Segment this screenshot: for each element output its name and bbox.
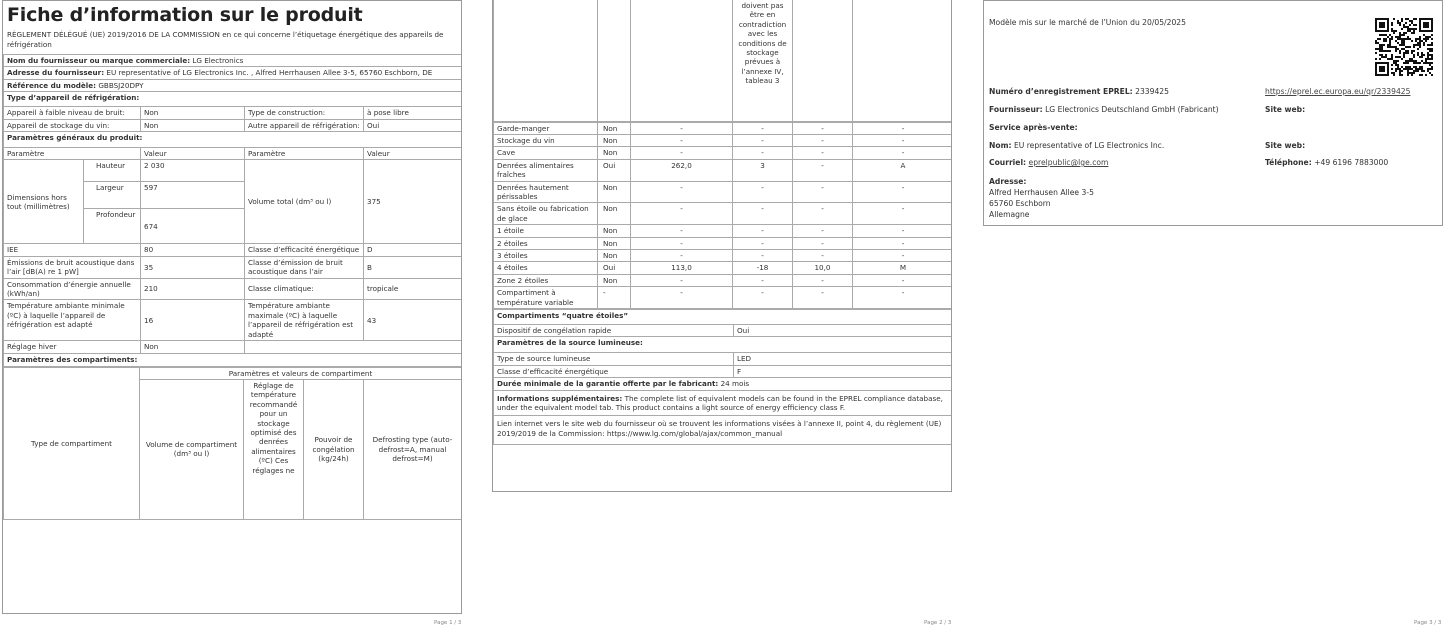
name-label: Nom: (989, 141, 1012, 150)
table-row (494, 159, 953, 181)
warranty-cell (494, 378, 953, 390)
light-class-label: Classe d’efficacité énergétique (494, 365, 734, 377)
table-row (4, 244, 462, 256)
address-line: Alfred Herrhausen Allee 3-5 (989, 188, 1094, 197)
compartment-name: Cave (494, 147, 598, 159)
width-value: 597 (141, 182, 245, 209)
table-row (494, 262, 953, 274)
compartment-present: Non (598, 237, 631, 249)
qr-code-icon (1375, 18, 1433, 76)
table-row (494, 378, 953, 390)
page-1 (2, 0, 462, 614)
warranty-value: 24 mois (720, 379, 750, 389)
table-row (4, 79, 462, 91)
table-row (4, 148, 462, 160)
compartment-defrost: M (853, 262, 953, 274)
supplier-row (989, 105, 1219, 114)
table-row (494, 416, 953, 445)
width-label: Largeur (84, 182, 141, 209)
supplier-address-cell (4, 67, 462, 79)
blank-cell (631, 0, 733, 121)
phone-row (1265, 158, 1388, 167)
blank-cell (494, 0, 598, 121)
table-row (4, 55, 462, 67)
table-row (494, 274, 953, 286)
iee-label: IEE (4, 244, 141, 256)
general-header: Paramètres généraux du produit: (4, 132, 462, 148)
manual-link[interactable]: https://www.lg.com/global/ajax/common_manual (606, 428, 783, 438)
supplier-label: Fournisseur: (989, 105, 1043, 114)
compartment-temp: - (733, 287, 793, 309)
table-row (494, 310, 953, 325)
compartment-name: Denrées alimentaires fraîches (494, 159, 598, 181)
compartment-rows-table (493, 122, 952, 310)
compartment-temp: - (733, 134, 793, 146)
energy-class-label: Classe d’efficacité énergétique (245, 244, 364, 256)
page-3 (983, 0, 1443, 226)
compartment-present: Non (598, 181, 631, 203)
address-line: 65760 Eschborn (989, 199, 1051, 208)
table-row (4, 256, 462, 278)
compartment-freeze: 10,0 (793, 262, 853, 274)
extra-table (493, 309, 952, 445)
climate-label: Classe climatique: (245, 278, 364, 300)
page-2 (492, 0, 952, 492)
compartment-defrost: - (853, 203, 953, 225)
compartment-defrost: - (853, 274, 953, 286)
email-link[interactable]: eprelpublic@lge.com (1028, 158, 1109, 167)
name-row (989, 141, 1164, 150)
website-label: Site web: (1265, 105, 1306, 114)
noise-label: Émissions de bruit acoustique dans l’air [dB(A) re 1 pW] (4, 256, 141, 278)
address-line: Allemagne (989, 210, 1030, 219)
supplier-address: EU representative of LG Electronics Inc. , Alfred Herrhausen Allee 3-5, 65760 Eschborn, DE (106, 68, 433, 78)
compartment-present: Non (598, 147, 631, 159)
regulation-text: RÈGLEMENT DÉLÉGUÉ (UE) 2019/2016 DE LA COMMISSION en ce qui concerne l’étiquetage énergétique des appareils de réfrigération (7, 30, 444, 49)
compartment-name: Garde-manger (494, 122, 598, 134)
email-label: Courriel: (989, 158, 1027, 167)
compartment-freeze: - (793, 181, 853, 203)
table-row (4, 132, 462, 148)
model-label: Référence du modèle: (7, 80, 97, 90)
compartment-volume: - (631, 249, 733, 261)
table-row (4, 367, 462, 379)
table-row (494, 134, 953, 146)
compartment-temp: - (733, 274, 793, 286)
compartment-name: Stockage du vin (494, 134, 598, 146)
climate-value: tropicale (364, 278, 462, 300)
temp-continued: doivent pas être en contradiction avec les conditions de stockage prévues à l’annexe IV, tableau 3 (733, 0, 793, 121)
table-row (494, 0, 953, 121)
compartment-volume: 113,0 (631, 262, 733, 274)
fast-freeze-label: Dispositif de congélation rapide (494, 325, 734, 337)
compartment-name: 4 étoiles (494, 262, 598, 274)
compartment-defrost: - (853, 147, 953, 159)
type-header: Type d’appareil de réfrigération: (4, 92, 462, 107)
compartments-header: Paramètres des compartiments: (4, 353, 462, 366)
table-row (494, 365, 953, 377)
min-temp-label: Température ambiante minimale (ºC) à laquelle l’appareil de réfrigération est adapté (4, 300, 141, 341)
compartment-temp: - (733, 122, 793, 134)
compartment-present: Non (598, 249, 631, 261)
wine-label: Appareil de stockage du vin: (4, 119, 141, 131)
compartment-name: Denrées hautement périssables (494, 181, 598, 203)
compartment-present: Oui (598, 262, 631, 274)
compartment-volume: - (631, 203, 733, 225)
blank-cell (793, 0, 853, 121)
compartment-present: Non (598, 134, 631, 146)
compartment-temp: -18 (733, 262, 793, 274)
compartment-volume: - (631, 287, 733, 309)
model-cell (4, 79, 462, 91)
table-row (494, 287, 953, 309)
model-reference: GBBSJ20DPY (98, 80, 144, 90)
compartment-temp: - (733, 203, 793, 225)
fast-freeze-value: Oui (734, 325, 953, 337)
blank-cell (598, 0, 631, 121)
supplier-value: LG Electronics Deutschland GmbH (Fabricant) (1045, 105, 1219, 114)
light-type-label: Type de source lumineuse (494, 353, 734, 365)
height-label: Hauteur (84, 160, 141, 182)
compartment-name: Compartiment à température variable (494, 287, 598, 309)
table-row (494, 325, 953, 337)
compartment-volume: - (631, 181, 733, 203)
phone-label: Téléphone: (1265, 158, 1312, 167)
compartment-temp: - (733, 237, 793, 249)
compartment-volume: - (631, 237, 733, 249)
table-row (4, 278, 462, 300)
compartment-present: Non (598, 122, 631, 134)
info-text: The complete list of equivalent models can be found in the EPREL compliance database, under the equivalent model tab. This product contains a light source of energy efficiency class F. (497, 393, 943, 413)
table-row (4, 160, 462, 182)
compartment-defrost: - (853, 237, 953, 249)
info-label: Informations supplémentaires: (497, 393, 623, 403)
compartment-defrost: A (853, 159, 953, 181)
blank-cell (245, 341, 462, 353)
website2-label: Site web: (1265, 141, 1306, 150)
consumption-value: 210 (141, 278, 245, 300)
supplier-address-label: Adresse du fournisseur: (7, 68, 105, 78)
col-value-2: Valeur (364, 148, 462, 160)
compartment-defrost: - (853, 134, 953, 146)
light-type-value: LED (734, 353, 953, 365)
compartment-freeze: - (793, 225, 853, 237)
compartment-name: 2 étoiles (494, 237, 598, 249)
eprel-link[interactable]: https://eprel.ec.europa.eu/qr/2339425 (1265, 87, 1411, 96)
compartment-present: Non (598, 203, 631, 225)
comp-defrost-label: Defrosting type (auto-defrost=A, manual defrost=M) (364, 379, 462, 519)
compartment-freeze: - (793, 203, 853, 225)
table-row (4, 341, 462, 353)
col-param: Paramètre (4, 148, 141, 160)
comp-freeze-label: Pouvoir de congélation (kg/24h) (304, 379, 364, 519)
wine-value: Non (141, 119, 245, 131)
noise-class-value: B (364, 256, 462, 278)
compartment-temp: - (733, 249, 793, 261)
compartment-freeze: - (793, 274, 853, 286)
compartment-defrost: - (853, 225, 953, 237)
compartment-volume: - (631, 122, 733, 134)
email-row (989, 158, 1108, 167)
construction-value: à pose libre (364, 107, 462, 119)
compartment-name: 1 étoile (494, 225, 598, 237)
page-footer-1: Page 1 / 3 (434, 620, 462, 626)
link-cell (494, 416, 953, 445)
compartment-volume: - (631, 147, 733, 159)
iee-value: 80 (141, 244, 245, 256)
link-text: Lien internet vers le site web du fournisseur où se trouvent les informations visées à l’annexe II, point 4, du règlement (UE) 2019/2019 de la Commission: (497, 419, 942, 438)
compartment-volume: - (631, 225, 733, 237)
compartment-temp: 3 (733, 159, 793, 181)
compartment-header-table (3, 367, 462, 520)
address-label: Adresse: (989, 177, 1027, 186)
compartment-name: Sans étoile ou fabrication de glace (494, 203, 598, 225)
compartment-table (493, 0, 952, 122)
compartment-name: Zone 2 étoiles (494, 274, 598, 286)
noise-value: 35 (141, 256, 245, 278)
supplier-name: LG Electronics (192, 56, 244, 65)
volume-label: Volume total (dm³ ou l) (245, 160, 364, 244)
comp-volume-label: Volume de compartiment (dm³ ou l) (140, 379, 244, 519)
compartment-freeze: - (793, 237, 853, 249)
compartment-present: - (598, 287, 631, 309)
construction-label: Type de construction: (245, 107, 364, 119)
table-row (4, 92, 462, 107)
compartment-name: 3 étoiles (494, 249, 598, 261)
table-row (4, 353, 462, 366)
comp-params-header: Paramètres et valeurs de compartiment (140, 367, 462, 379)
winter-label: Réglage hiver (4, 341, 141, 353)
compartment-defrost: - (853, 287, 953, 309)
compartment-volume: 262,0 (631, 159, 733, 181)
eprel-row (989, 87, 1169, 96)
table-row (494, 337, 953, 353)
light-header: Paramètres de la source lumineuse: (494, 337, 953, 353)
four-star-header: Compartiments “quatre étoiles” (494, 310, 953, 325)
compartment-freeze: - (793, 249, 853, 261)
consumption-label: Consommation d’énergie annuelle (kWh/an) (4, 278, 141, 300)
table-row (4, 67, 462, 79)
supplier-name-cell (4, 55, 462, 67)
low-noise-value: Non (141, 107, 245, 119)
max-temp-value: 43 (364, 300, 462, 341)
comp-type-label: Type de compartiment (4, 367, 140, 519)
col-param-2: Paramètre (245, 148, 364, 160)
eprel-label: Numéro d’enregistrement EPREL: (989, 87, 1133, 96)
compartment-defrost: - (853, 181, 953, 203)
max-temp-label: Température ambiante maximale (ºC) à laquelle l’appareil de réfrigération est adapté (245, 300, 364, 341)
table-row (494, 147, 953, 159)
phone-value: +49 6196 7883000 (1314, 158, 1389, 167)
compartment-temp: - (733, 225, 793, 237)
supplier-name-label: Nom du fournisseur ou marque commerciale: (7, 56, 191, 65)
compartment-present: Oui (598, 159, 631, 181)
page-footer-3: Page 3 / 3 (1414, 620, 1442, 626)
name-value: EU representative of LG Electronics Inc. (1013, 141, 1165, 150)
low-noise-label: Appareil à faible niveau de bruit: (4, 107, 141, 119)
market-date: Modèle mis sur le marché de l’Union du 20/05/2025 (989, 18, 1186, 27)
table-row (494, 390, 953, 416)
page-footer-2: Page 2 / 3 (924, 620, 952, 626)
table-row (4, 107, 462, 119)
table-row (4, 300, 462, 341)
compartment-present: Non (598, 274, 631, 286)
table-row (494, 225, 953, 237)
compartment-volume: - (631, 274, 733, 286)
compartment-defrost: - (853, 122, 953, 134)
table-row (494, 122, 953, 134)
blank-cell (853, 0, 953, 121)
min-temp-value: 16 (141, 300, 245, 341)
warranty-label: Durée minimale de la garantie offerte par le fabricant: (497, 379, 719, 389)
page-title: Fiche d’information sur le produit (7, 4, 363, 26)
info-cell (494, 390, 953, 416)
other-value: Oui (364, 119, 462, 131)
winter-value: Non (141, 341, 245, 353)
dims-label: Dimensions hors tout (millimètres) (4, 160, 84, 244)
compartment-volume: - (631, 134, 733, 146)
light-class-value: F (734, 365, 953, 377)
depth-value: 674 (141, 209, 245, 244)
energy-class-value: D (364, 244, 462, 256)
volume-value: 375 (364, 160, 462, 244)
table-row (494, 181, 953, 203)
table-row (494, 249, 953, 261)
col-value: Valeur (141, 148, 245, 160)
compartment-temp: - (733, 181, 793, 203)
compartment-freeze: - (793, 134, 853, 146)
table-row (4, 119, 462, 131)
table-row (494, 203, 953, 225)
depth-label: Profondeur (84, 209, 141, 244)
compartment-freeze: - (793, 122, 853, 134)
comp-temp-label: Réglage de température recommandé pour un stockage optimisé des denrées alimentaires (ºC) Ces réglages ne (244, 379, 304, 519)
compartment-temp: - (733, 147, 793, 159)
height-value: 2 030 (141, 160, 245, 182)
compartment-freeze: - (793, 159, 853, 181)
noise-class-label: Classe d’émission de bruit acoustique dans l’air (245, 256, 364, 278)
table-row (494, 237, 953, 249)
compartment-freeze: - (793, 287, 853, 309)
eprel-value: 2339425 (1135, 87, 1169, 96)
compartment-present: Non (598, 225, 631, 237)
table-row (494, 353, 953, 365)
service-label: Service après-vente: (989, 123, 1078, 132)
other-label: Autre appareil de réfrigération: (245, 119, 364, 131)
product-table (3, 54, 462, 367)
compartment-freeze: - (793, 147, 853, 159)
compartment-defrost: - (853, 249, 953, 261)
